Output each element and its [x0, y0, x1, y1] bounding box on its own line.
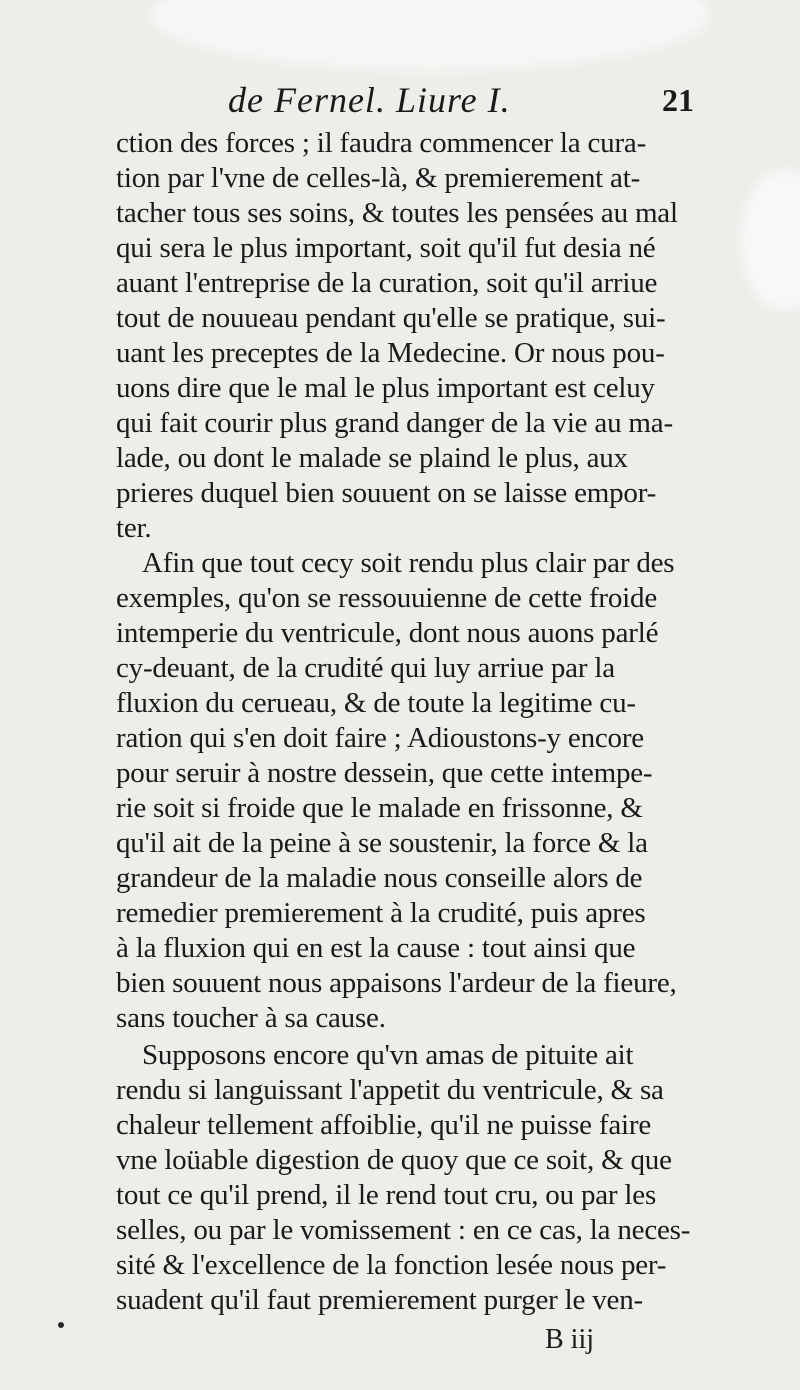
- text-line: selles, ou par le vomissement : en ce cas, la neces-: [116, 1214, 691, 1246]
- text-line: uons dire que le mal le plus important est celuy: [116, 372, 655, 404]
- running-head: de Fernel. Liure I.: [228, 80, 511, 120]
- text-line: grandeur de la maladie nous conseille alors de: [116, 862, 643, 894]
- text-line: qu'il ait de la peine à se soustenir, la force & la: [116, 827, 648, 859]
- page-stain: [150, 0, 710, 70]
- text-line: cy-deuant, de la crudité qui luy arriue par la: [116, 652, 615, 684]
- text-line: qui sera le plus important, soit qu'il fut desia né: [116, 232, 656, 264]
- text-line: tacher tous ses soins, & toutes les pensées au mal: [116, 197, 678, 229]
- page-number: 21: [662, 82, 694, 118]
- text-line: lade, ou dont le malade se plaind le plus, aux: [116, 442, 628, 474]
- text-line: vne loüable digestion de quoy que ce soit, & que: [116, 1144, 672, 1176]
- text-line: suadent qu'il faut premierement purger le ven-: [116, 1284, 643, 1316]
- text-line: pour seruir à nostre dessein, que cette intempe-: [116, 757, 653, 789]
- text-line: auant l'entreprise de la curation, soit qu'il arriue: [116, 267, 658, 299]
- text-line: ter.: [116, 512, 152, 544]
- ink-speck: [58, 1322, 64, 1328]
- text-line: rendu si languissant l'appetit du ventricule, & sa: [116, 1074, 664, 1106]
- text-line: bien souuent nous appaisons l'ardeur de la fieure,: [116, 967, 677, 999]
- text-line: tion par l'vne de celles-là, & premierement at-: [116, 162, 641, 194]
- page-header: [0, 78, 800, 122]
- text-line: uant les preceptes de la Medecine. Or nous pou-: [116, 337, 665, 369]
- text-line: prieres duquel bien souuent on se laisse empor-: [116, 477, 657, 509]
- page-stain: [740, 170, 800, 310]
- text-line: exemples, qu'on se ressouuienne de cette froide: [116, 582, 657, 614]
- paragraph-start-line: Afin que tout cecy soit rendu plus clair par des: [142, 547, 675, 579]
- text-line: sans toucher à sa cause.: [116, 1002, 386, 1034]
- text-line: tout ce qu'il prend, il le rend tout cru, ou par les: [116, 1179, 657, 1211]
- text-line: sité & l'excellence de la fonction lesée nous per-: [116, 1249, 667, 1281]
- text-line: tout de nouueau pendant qu'elle se pratique, sui-: [116, 302, 666, 334]
- text-line: chaleur tellement affoiblie, qu'il ne puisse faire: [116, 1109, 652, 1141]
- text-line: intemperie du ventricule, dont nous auons parlé: [116, 617, 659, 649]
- text-line: ration qui s'en doit faire ; Adioustons-y encore: [116, 722, 644, 754]
- text-line: fluxion du cerueau, & de toute la legitime cu-: [116, 687, 636, 719]
- text-line: à la fluxion qui en est la cause : tout ainsi que: [116, 932, 636, 964]
- text-line: ction des forces ; il faudra commencer la cura-: [116, 127, 647, 159]
- text-line: rie soit si froide que le malade en frissonne, &: [116, 792, 643, 824]
- text-line: remedier premierement à la crudité, puis apres: [116, 897, 646, 929]
- paragraph-start-line: Supposons encore qu'vn amas de pituite ait: [142, 1039, 634, 1071]
- text-line: qui fait courir plus grand danger de la vie au ma-: [116, 407, 673, 439]
- signature-mark: B iij: [545, 1324, 595, 1355]
